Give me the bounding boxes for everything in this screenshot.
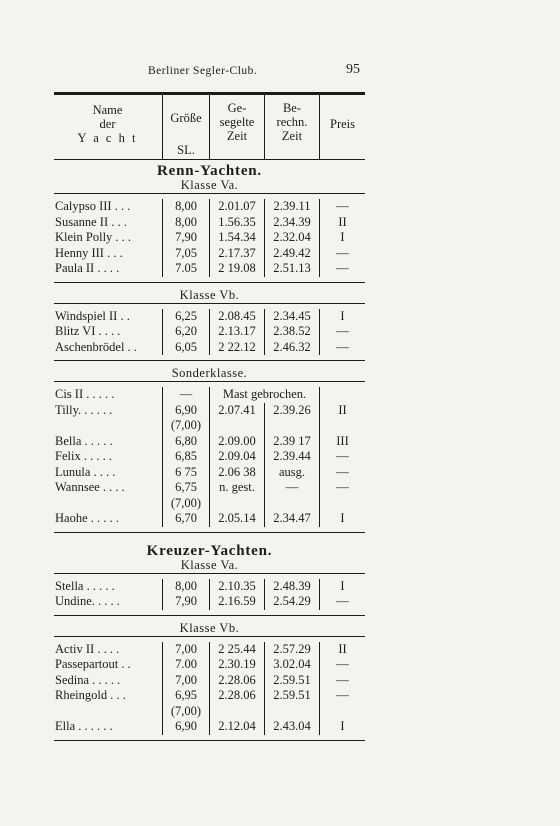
corrected-time: 2.43.04 [265,719,320,735]
yacht-name: Blitz VI . . . . [55,324,121,338]
corrected-time: 2.38.52 [265,324,320,340]
class-title: Klasse Vb. [179,620,240,635]
prize: — [320,261,366,277]
yacht-size: 7,00 [163,673,210,689]
sailed-time: 2.01.07 [210,199,265,215]
prize: — [320,199,366,215]
class-title: Klasse Va. [180,557,239,572]
class-rule [54,636,365,637]
yacht-size: 7,90 [163,230,210,246]
yacht-name: Paula II . . . . [55,261,120,275]
prize [320,496,366,512]
prize: — [320,688,366,704]
corrected-time: 2.49.42 [265,246,320,262]
sailed-time: 2.17.37 [210,246,265,262]
yacht-size: 7,90 [163,594,210,610]
header-corrected [265,101,319,165]
yacht-size: 6,20 [163,324,210,340]
corrected-time [265,418,320,434]
sailed-time: 2.13.17 [210,324,265,340]
class-rule [54,381,365,382]
table-row [54,418,365,434]
yacht-size: 6,90 [163,403,210,419]
yacht-size: 8,00 [163,579,210,595]
yacht-size: 6,05 [163,340,210,356]
prize: I [320,309,366,325]
sailed-time: 2.05.14 [210,511,265,527]
yacht-size: 6,25 [163,309,210,325]
corrected-time [265,496,320,512]
corrected-time: 3.02.04 [265,657,320,673]
corrected-time: 2.39.11 [265,199,320,215]
yacht-name: Windspiel II . . [55,308,130,323]
yacht-size: 7,05 [163,246,210,262]
class-title: Sonderklasse. [171,366,248,380]
header-name-line: Name [92,103,123,117]
corrected-time: 2.39 17 [265,434,320,450]
header-size-line: SL. [177,143,195,157]
yacht-size: 6 75 [163,465,210,481]
sailed-time: 2.07.41 [210,403,265,419]
corrected-time: 2.59.51 [265,673,320,689]
section-title: Renn-Yachten. [157,163,262,179]
class-table [54,309,365,356]
corrected-time: 2.34.47 [265,511,320,527]
yacht-size: 6,90 [163,719,210,735]
table-row [54,480,365,496]
class-block [54,621,365,741]
sailed-time: 2 19.08 [210,261,265,277]
yacht-size: 8,00 [163,215,210,231]
prize: II [320,642,366,658]
yacht-name: Rheingold . . . [55,688,126,702]
sailed-time: n. gest. [210,480,265,496]
yacht-size: 6,75 [163,480,210,496]
prize: II [320,403,366,419]
table-row [54,387,365,403]
table-row [54,704,365,720]
table-row [54,642,365,658]
table-row [54,324,365,340]
header-corrected-line: Zeit [281,129,303,143]
sailed-time: 2.09.00 [210,434,265,450]
corrected-time: 2.48.39 [265,579,320,595]
yacht-name: Aschenbrödel . . [55,339,137,354]
yacht-name: Susanne II . . . [55,214,127,229]
class-table [54,199,365,277]
prize [320,704,366,720]
sailed-time: 2.12.04 [210,719,265,735]
yacht-size: 6,70 [163,511,210,527]
table-row [54,719,365,735]
sailed-time: 2 25.44 [210,642,265,658]
header-sailed-line: Ge- [227,101,247,115]
class-title: Klasse Vb. [179,287,240,302]
corrected-time: 2.57.29 [265,642,320,658]
class-rule [54,193,365,194]
section-title: Kreuzer-Yachten. [146,542,273,559]
yacht-name: Activ II . . . . [55,641,120,656]
sailed-time: 2 22.12 [210,340,265,356]
yacht-size: 6,80 [163,434,210,450]
corrected-time: 2.54.29 [265,594,320,610]
yacht-name: Cis II . . . . . [55,387,115,401]
class-block [54,366,365,533]
prize [320,418,366,434]
running-head: Berliner Segler-Club. [148,65,258,77]
yacht-name: Tilly. . . . . . [55,402,113,417]
yacht-name: Haohe . . . . . [55,511,119,525]
header-sailed-line: Zeit [226,129,248,143]
race-note: Mast gebrochen. [210,387,320,403]
yacht-name: Klein Polly . . . [55,230,132,244]
yacht-size: (7,00) [163,418,210,434]
sailed-time: 2.28.06 [210,688,265,704]
prize: — [320,246,366,262]
header-name-line: der [99,117,116,131]
table-row [54,449,365,465]
class-table [54,387,365,527]
corrected-time: — [265,480,320,496]
prize: I [320,579,366,595]
class-bottom-rule [54,532,365,533]
table-row [54,261,365,277]
table-body [54,163,365,741]
table-row [54,199,365,215]
corrected-time: 2.39.44 [265,449,320,465]
yacht-name [54,704,163,720]
prize: — [320,673,366,689]
prize: II [320,215,366,231]
yacht-name: Lunula . . . . [55,464,116,479]
header-name [54,103,161,167]
prize: — [320,465,366,481]
header-corrected-line: rechn. [276,115,308,129]
prize: I [320,511,366,527]
corrected-time: 2.46.32 [265,340,320,356]
class-block [54,558,365,616]
class-block [54,178,365,283]
class-block [54,288,365,362]
prize: — [320,594,366,610]
yacht-size: 6,85 [163,449,210,465]
class-rule [54,573,365,574]
table-row [54,465,365,481]
yacht-name: Henny III . . . [55,245,123,260]
yacht-size: 8,00 [163,199,210,215]
corrected-time: ausg. [265,465,320,481]
header-sailed-line: segelte [219,115,255,129]
table-row [54,579,365,595]
class-rule [54,303,365,304]
yacht-name: Bella . . . . . [55,433,113,448]
corrected-time [265,704,320,720]
yacht-name: Felix . . . . . [55,449,112,463]
prize [320,387,366,403]
table-row [54,230,365,246]
sailed-time [210,496,265,512]
header-name-line: Y a c h t [77,131,138,145]
prize: — [320,324,366,340]
corrected-time: 2.34.39 [265,215,320,231]
yacht-name: Undine. . . . . [55,594,120,608]
class-bottom-rule [54,360,365,361]
prize: I [320,230,366,246]
corrected-time: 2.59.51 [265,688,320,704]
prize: — [320,657,366,673]
corrected-time: 2.34.45 [265,309,320,325]
yacht-name: Ella . . . . . . [55,719,113,733]
results-table [54,92,365,741]
table-row [54,340,365,356]
class-table [54,642,365,735]
table-row [54,434,365,450]
header-sailed [210,101,264,165]
yacht-size: 7.00 [163,657,210,673]
table-row [54,246,365,262]
yacht-size: (7,00) [163,704,210,720]
sailed-time [210,418,265,434]
sailed-time: 1.56.35 [210,215,265,231]
table-row [54,403,365,419]
class-bottom-rule [54,740,365,741]
table-row [54,673,365,689]
sailed-time [210,704,265,720]
header-corrected-line: Be- [282,101,302,115]
sailed-time: 2.09.04 [210,449,265,465]
prize: — [320,480,366,496]
class-bottom-rule [54,615,365,616]
header-size [163,95,209,159]
yacht-size: 7.05 [163,261,210,277]
table-row [54,688,365,704]
corrected-time: 2.51.13 [265,261,320,277]
prize: — [320,449,366,465]
table-row [54,511,365,527]
yacht-size: 7,00 [163,642,210,658]
table-row [54,496,365,512]
corrected-time: 2.32.04 [265,230,320,246]
prize: I [320,719,366,735]
yacht-name: Calypso III . . . [55,199,131,213]
table-row [54,309,365,325]
sailed-time: 2.28.06 [210,673,265,689]
header-size-line: Größe [170,111,202,125]
sailed-time: 1.54.34 [210,230,265,246]
table-row [54,594,365,610]
yacht-name [54,418,163,434]
table-row [54,657,365,673]
page-number: 95 [346,62,360,77]
yacht-name [54,496,163,512]
yacht-name: Stella . . . . . [55,578,115,593]
table-header [54,95,365,159]
yacht-size: — [163,387,210,403]
yacht-name: Wannsee . . . . [55,480,125,494]
sailed-time: 2.16.59 [210,594,265,610]
sailed-time: 2.30.19 [210,657,265,673]
class-table [54,579,365,610]
class-title: Klasse Va. [180,178,239,192]
class-bottom-rule [54,282,365,283]
yacht-size: (7,00) [163,496,210,512]
yacht-name: Passepartout . . [55,657,131,671]
table-row [54,215,365,231]
sailed-time: 2.10.35 [210,579,265,595]
sailed-time: 2.08.45 [210,309,265,325]
prize: III [320,434,366,450]
header-prize: Preis [330,117,355,131]
prize: — [320,340,366,356]
corrected-time: 2.39.26 [265,403,320,419]
yacht-size: 6,95 [163,688,210,704]
yacht-name: Sedina . . . . . [55,672,121,687]
sailed-time: 2.06 38 [210,465,265,481]
